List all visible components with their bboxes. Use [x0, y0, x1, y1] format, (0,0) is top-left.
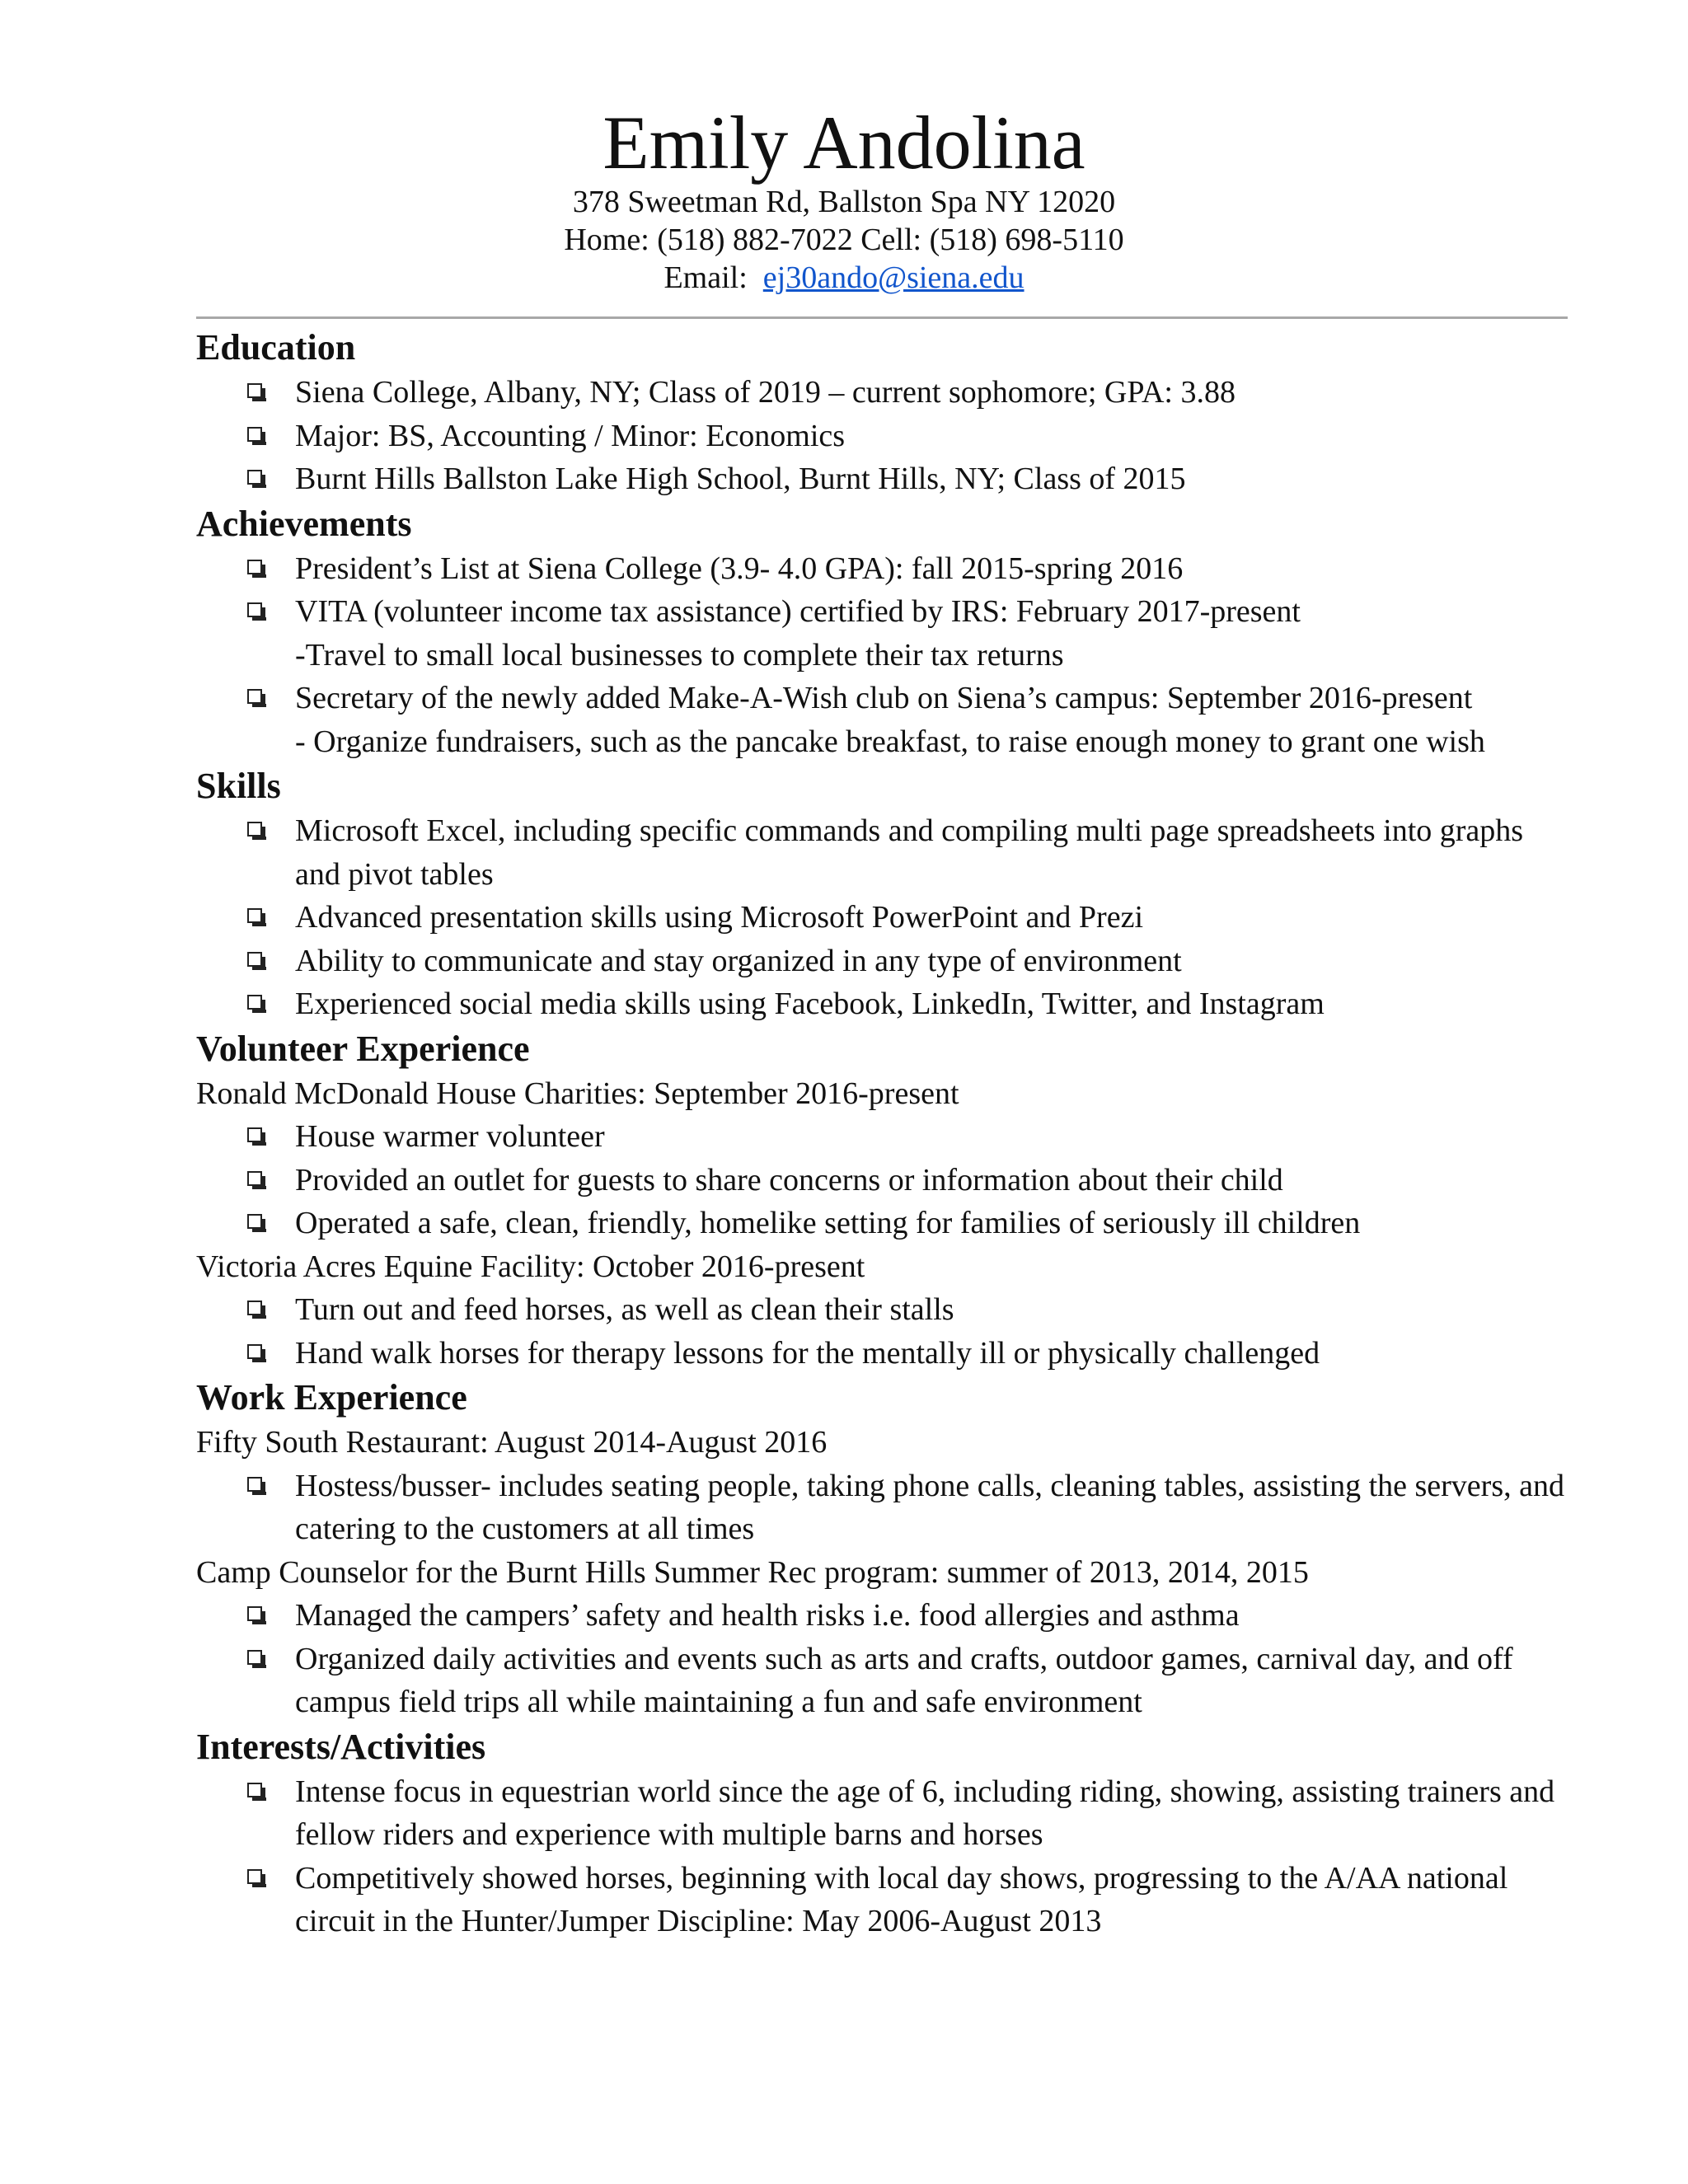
list-item [196, 415, 1568, 458]
list-item-text: Burnt Hills Ballston Lake High School, Burnt Hills, NY; Class of 2015 [295, 462, 1186, 496]
checkbox-bullet-icon [247, 1127, 262, 1142]
list-item-text: Major: BS, Accounting / Minor: Economics [295, 418, 846, 453]
checkbox-bullet-icon [247, 1477, 262, 1492]
list-item-subtext: -Travel to small local businesses to complete their tax returns [295, 637, 1064, 673]
checkbox-bullet-icon [247, 822, 262, 837]
volunteer-list-rmhc [196, 1115, 1568, 1245]
interests-section [196, 1724, 1568, 1943]
list-item-text: Intense focus in equestrian world since the age of 6, including riding, showing, assisting trainers and fellow riders and experience with multiple barns and horses [295, 1774, 1555, 1852]
checkbox-bullet-icon [247, 1301, 262, 1315]
resume-body [196, 325, 1568, 1943]
candidate-name: Emily Andolina [603, 101, 1085, 185]
achievements-section [196, 501, 1568, 764]
work-section [196, 1375, 1568, 1724]
checkbox-bullet-icon [247, 427, 262, 442]
header-divider [196, 316, 1568, 319]
checkbox-bullet-icon [247, 952, 262, 967]
checkbox-bullet-icon [247, 1171, 262, 1186]
list-item-text: President’s List at Siena College (3.9- 4.0 GPA): fall 2015-spring 2016 [295, 551, 1184, 586]
list-item [196, 590, 1568, 677]
list-item-text: Organized daily activities and events such as arts and crafts, outdoor games, carnival day, and off campus field trips all while maintaining a fun and safe environment [295, 1641, 1513, 1719]
list-item [196, 1159, 1568, 1202]
email-label: Email: [663, 260, 748, 295]
list-item [196, 547, 1568, 591]
checkbox-bullet-icon [247, 995, 262, 1010]
list-item [196, 1594, 1568, 1638]
checkbox-bullet-icon [247, 383, 262, 398]
list-item-text: Siena College, Albany, NY; Class of 2019 – current sophomore; GPA: 3.88 [295, 375, 1236, 410]
list-item-text: Provided an outlet for guests to share concerns or information about their child [295, 1162, 1283, 1197]
section-heading-achievements: Achievements [196, 503, 412, 544]
list-item [196, 1115, 1568, 1159]
work-list-restaurant [196, 1465, 1568, 1551]
section-heading-work: Work Experience [196, 1377, 467, 1418]
volunteer-list-equine [196, 1288, 1568, 1375]
list-item [196, 1638, 1568, 1724]
checkbox-bullet-icon [247, 1869, 262, 1884]
list-item [196, 1288, 1568, 1332]
list-item-text: Ability to communicate and stay organized in any type of environment [295, 943, 1182, 978]
organization-title: Ronald McDonald House Charities: September 2016-present [196, 1076, 959, 1111]
list-item-text: Experienced social media skills using Facebook, LinkedIn, Twitter, and Instagram [295, 987, 1325, 1021]
organization-title: Camp Counselor for the Burnt Hills Summer Rec program: summer of 2013, 2014, 2015 [196, 1554, 1309, 1590]
volunteer-section [196, 1026, 1568, 1376]
list-item-text: VITA (volunteer income tax assistance) certified by IRS: February 2017-present [295, 594, 1301, 629]
interests-list [196, 1770, 1568, 1943]
list-item-text: Hand walk horses for therapy lessons for the mentally ill or physically challenged [295, 1335, 1320, 1371]
checkbox-bullet-icon [247, 689, 262, 704]
work-list-camp [196, 1594, 1568, 1724]
list-item [196, 1770, 1568, 1857]
checkbox-bullet-icon [247, 908, 262, 923]
organization-title: Victoria Acres Equine Facility: October 2016-present [196, 1249, 865, 1284]
list-item [196, 677, 1568, 763]
organization-title: Fifty South Restaurant: August 2014-August 2016 [196, 1425, 828, 1460]
list-item-text: House warmer volunteer [295, 1119, 605, 1154]
checkbox-bullet-icon [247, 470, 262, 485]
list-item-text: Managed the campers’ safety and health risks i.e. food allergies and asthma [295, 1598, 1240, 1633]
section-heading-volunteer: Volunteer Experience [196, 1028, 530, 1069]
list-item-text: Hostess/busser- includes seating people, taking phone calls, cleaning tables, assisting the servers, and catering to the customers at all times [295, 1468, 1564, 1546]
checkbox-bullet-icon [247, 1344, 262, 1359]
list-item [196, 457, 1568, 501]
list-item-text: Turn out and feed horses, as well as clean their stalls [295, 1292, 954, 1327]
list-item [196, 371, 1568, 415]
skills-section [196, 763, 1568, 1026]
checkbox-bullet-icon [247, 1783, 262, 1797]
address-line: 378 Sweetman Rd, Ballston Spa NY 12020 [572, 185, 1116, 219]
list-item-text: Competitively showed horses, beginning with local day shows, progressing to the A/AA national circuit in the Hunter/Jumper Discipline: May 2006-August 2013 [295, 1860, 1508, 1938]
education-list [196, 371, 1568, 501]
phone-line: Home: (518) 882-7022 Cell: (518) 698-5110 [564, 223, 1124, 257]
list-item-text: Operated a safe, clean, friendly, homelike setting for families of seriously ill children [295, 1206, 1361, 1240]
checkbox-bullet-icon [247, 1214, 262, 1229]
email-link[interactable]: ej30ando@siena.edu [762, 260, 1025, 295]
list-item [196, 940, 1568, 983]
list-item [196, 1202, 1568, 1245]
achievements-list [196, 547, 1568, 764]
list-item-text: Microsoft Excel, including specific commands and compiling multi page spreadsheets into graphs and pivot tables [295, 813, 1524, 892]
list-item-text: Secretary of the newly added Make-A-Wish club on Siena’s campus: September 2016-present [295, 681, 1473, 715]
list-item-subtext: - Organize fundraisers, such as the pancake breakfast, to raise enough money to grant one wish [295, 724, 1485, 759]
list-item [196, 1465, 1568, 1551]
section-heading-education: Education [196, 327, 356, 368]
checkbox-bullet-icon [247, 1650, 262, 1665]
education-section [196, 325, 1568, 501]
checkbox-bullet-icon [247, 602, 262, 617]
checkbox-bullet-icon [247, 1606, 262, 1621]
list-item [196, 982, 1568, 1026]
list-item [196, 1332, 1568, 1376]
list-item [196, 1857, 1568, 1943]
list-item [196, 896, 1568, 940]
list-item-text: Advanced presentation skills using Microsoft PowerPoint and Prezi [295, 900, 1144, 935]
email-line [0, 259, 1688, 297]
section-heading-skills: Skills [196, 766, 281, 806]
list-item [196, 809, 1568, 896]
checkbox-bullet-icon [247, 560, 262, 574]
skills-list [196, 809, 1568, 1026]
section-heading-interests: Interests/Activities [196, 1726, 486, 1767]
